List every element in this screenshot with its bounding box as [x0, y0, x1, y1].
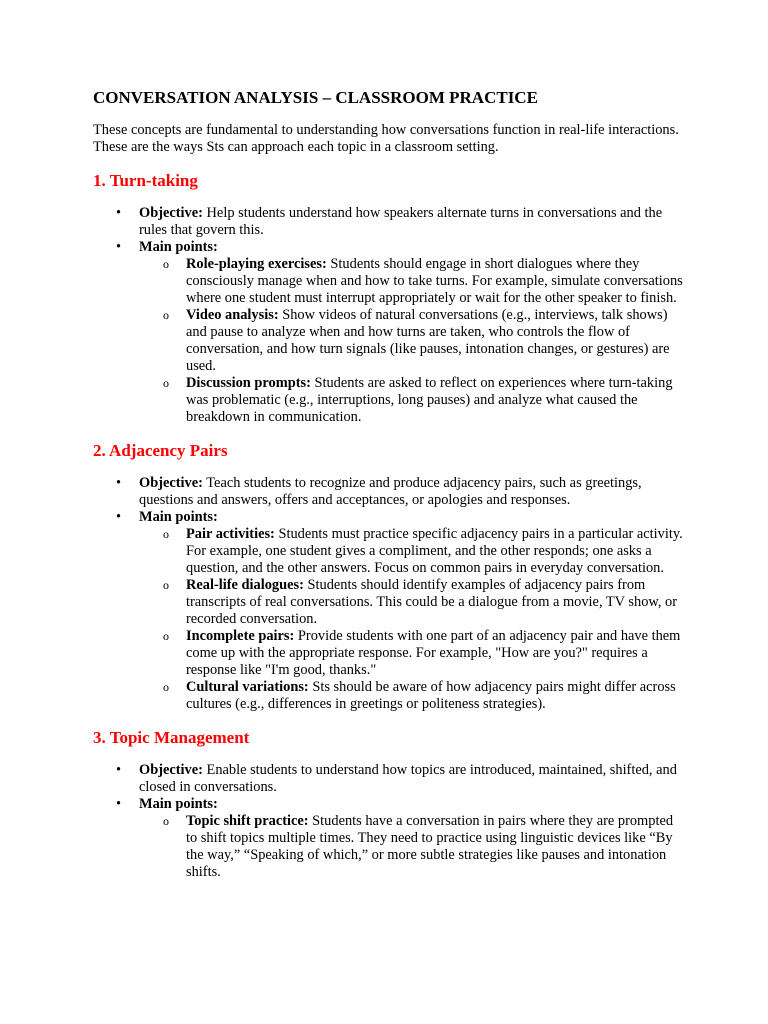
objective-item [116, 762, 683, 796]
circle-bullet-icon: o [163, 578, 169, 592]
intro-paragraph: These concepts are fundamental to understanding how conversations function in real-life interactions. These are the ways Sts can approach each topic in a classroom setting. [93, 122, 679, 155]
point-label: Real-life dialogues: [186, 577, 304, 593]
objective-text: Enable students to understand how topics are introduced, maintained, shifted, and closed in conversations. [139, 762, 677, 795]
point-text: Students are asked to reflect on experiences where turn-taking was problematic (e.g., interruptions, long pauses) and analyze what caused the breakdown in communication. [186, 375, 673, 425]
point-text: Students must practice specific adjacency pairs in a particular activity. For example, one student gives a compliment, and the other responds; one asks a question, and the other answers. Focus on common pairs in everyday conversation. [186, 526, 683, 576]
bullet-icon: • [116, 239, 122, 255]
objective-item [116, 205, 683, 239]
main-points-item [116, 796, 683, 881]
document-title: CONVERSATION ANALYSIS – CLASSROOM PRACTICE [93, 88, 538, 107]
point-label: Role-playing exercises: [186, 256, 327, 272]
point-label: Pair activities: [186, 526, 275, 542]
objective-label: Objective: [139, 205, 203, 221]
main-point-item [163, 526, 683, 577]
main-point-item [163, 577, 683, 628]
section-heading: 2. Adjacency Pairs [93, 441, 228, 460]
point-label: Video analysis: [186, 307, 279, 323]
bullet-icon: • [116, 509, 122, 525]
bullet-icon: • [116, 205, 122, 221]
section-adjacency-pairs [93, 440, 683, 713]
circle-bullet-icon: o [163, 257, 169, 271]
main-point-item [163, 679, 683, 713]
section-heading: 3. Topic Management [93, 728, 250, 747]
point-text: Students should identify examples of adjacency pairs from transcripts of real conversations. This could be a dialogue from a movie, TV show, or recorded conversation. [186, 577, 678, 627]
main-points-item [116, 239, 683, 426]
section-bullet-list [93, 205, 683, 426]
main-points-list [139, 813, 683, 881]
point-text: Provide students with one part of an adjacency pair and have them come up with the appropriate response. For example, "How are you?" requires a response like "I'm good, thanks." [186, 628, 681, 678]
circle-bullet-icon: o [163, 376, 169, 390]
main-points-label: Main points: [139, 796, 218, 812]
bullet-icon: • [116, 762, 122, 778]
objective-label: Objective: [139, 762, 203, 778]
bullet-icon: • [116, 475, 122, 491]
main-points-label: Main points: [139, 509, 218, 525]
point-text: Show videos of natural conversations (e.g., interviews, talk shows) and pause to analyze when and how turns are taken, who controls the flow of conversation, and how turn signals (like pauses, intonation changes, or gestures) are used. [186, 307, 670, 374]
objective-item [116, 475, 683, 509]
objective-text: Teach students to recognize and produce adjacency pairs, such as greetings, questions and answers, offers and acceptances, or apologies and responses. [139, 475, 642, 508]
point-text: Sts should be aware of how adjacency pairs might differ across cultures (e.g., differences in greetings or politeness strategies). [186, 679, 676, 712]
section-topic-management [93, 727, 683, 881]
circle-bullet-icon: o [163, 680, 169, 694]
point-label: Incomplete pairs: [186, 628, 295, 644]
main-point-item [163, 307, 683, 375]
point-text: Students should engage in short dialogues where they consciously manage when and how to take turns. For example, simulate conversations where one student must interrupt appropriately or wait for the other speaker to finish. [186, 256, 683, 306]
main-point-item [163, 256, 683, 307]
document-page [93, 87, 683, 895]
objective-label: Objective: [139, 475, 203, 491]
main-point-item [163, 375, 683, 426]
point-text: Students have a conversation in pairs where they are prompted to shift topics multiple times. They need to practice using linguistic devices like “By the way,” “Speaking of which,” or more subtle strategies like pauses and intonation shifts. [186, 813, 674, 880]
main-point-item [163, 813, 683, 881]
main-points-list [139, 526, 683, 713]
point-label: Discussion prompts: [186, 375, 311, 391]
objective-text: Help students understand how speakers alternate turns in conversations and the rules that govern this. [139, 205, 663, 238]
circle-bullet-icon: o [163, 527, 169, 541]
main-points-label: Main points: [139, 239, 218, 255]
point-label: Topic shift practice: [186, 813, 309, 829]
section-bullet-list [93, 475, 683, 713]
section-heading: 1. Turn-taking [93, 171, 198, 190]
main-points-item [116, 509, 683, 713]
circle-bullet-icon: o [163, 308, 169, 322]
circle-bullet-icon: o [163, 629, 169, 643]
point-label: Cultural variations: [186, 679, 309, 695]
circle-bullet-icon: o [163, 814, 169, 828]
main-points-list [139, 256, 683, 426]
main-point-item [163, 628, 683, 679]
section-bullet-list [93, 762, 683, 881]
bullet-icon: • [116, 796, 122, 812]
section-turn-taking [93, 170, 683, 426]
